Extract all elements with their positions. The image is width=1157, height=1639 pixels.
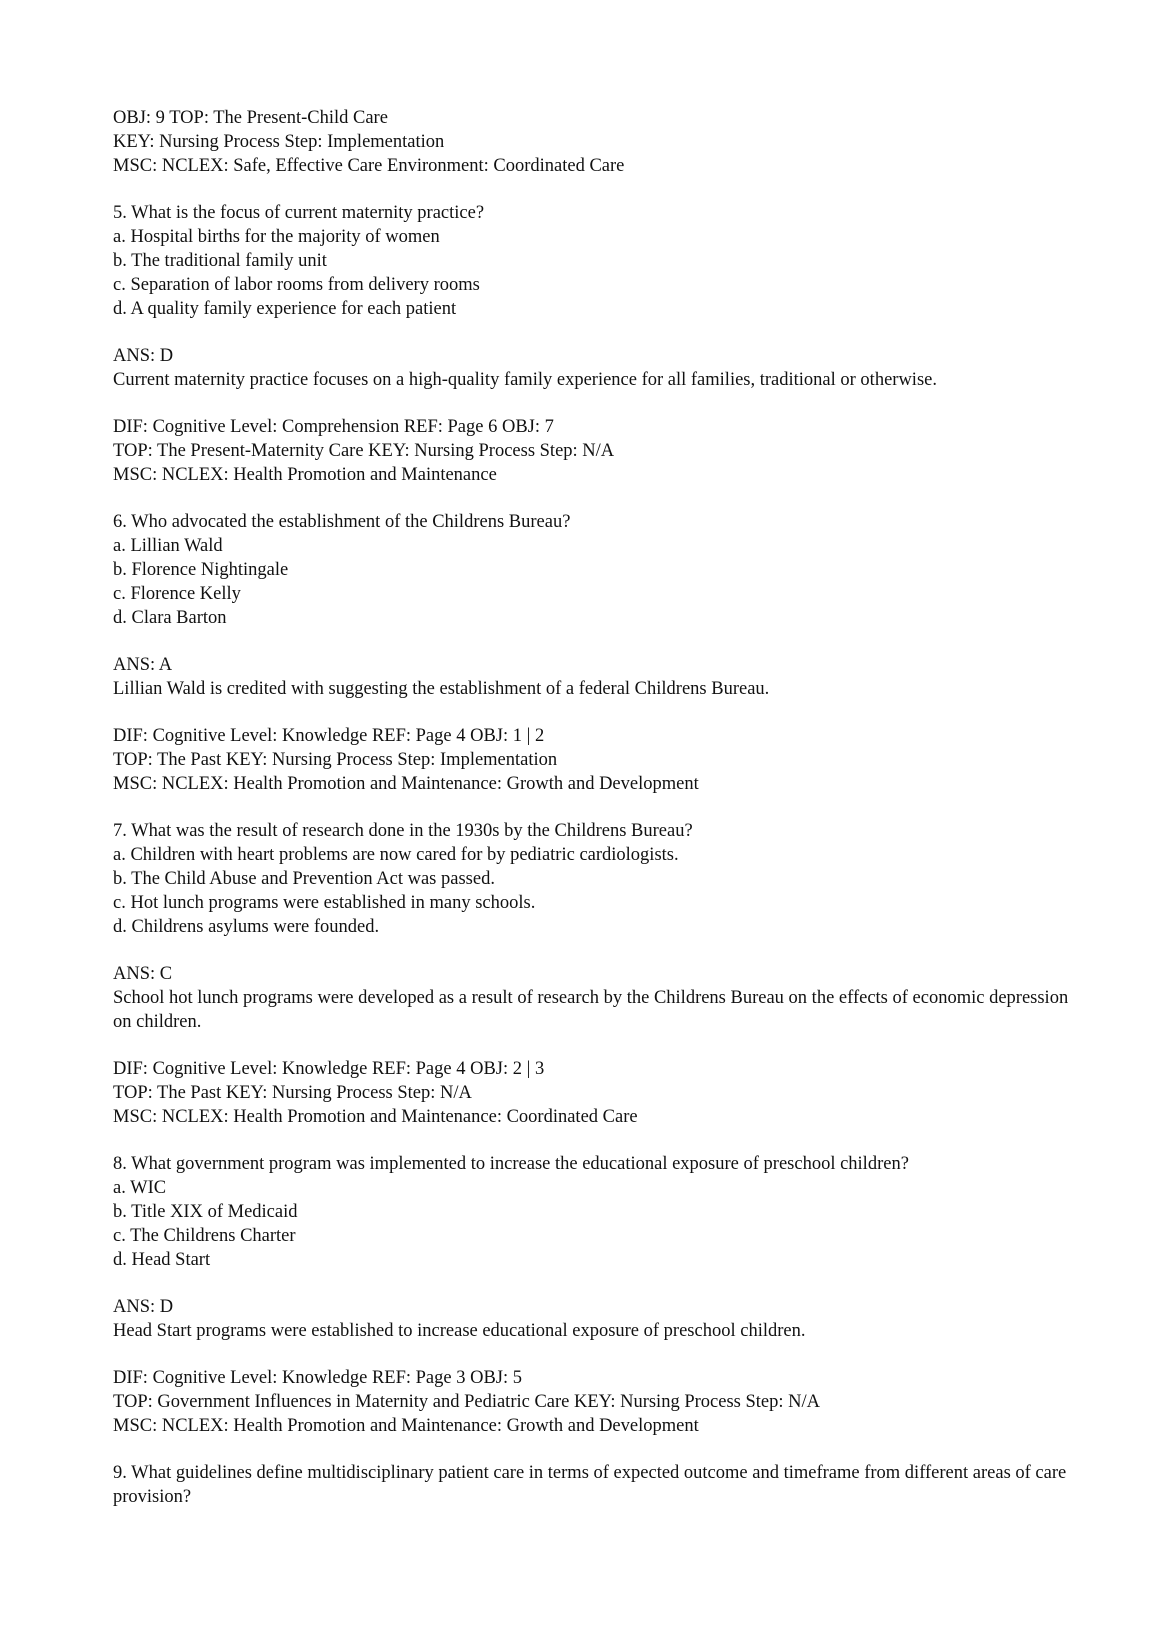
- answer-option-a: a. Lillian Wald: [113, 536, 223, 556]
- metadata-dif: DIF: Cognitive Level: Knowledge REF: Page 4 OBJ: 2 | 3: [113, 1059, 545, 1079]
- answer-option-a: a. Hospital births for the majority of women: [113, 227, 440, 247]
- answer-option-d: d. Childrens asylums were founded.: [113, 917, 380, 937]
- answer-rationale: Current maternity practice focuses on a high-quality family experience for all families, traditional or otherwise.: [113, 370, 937, 390]
- answer-option-d: d. A quality family experience for each patient: [113, 299, 457, 319]
- metadata-dif: DIF: Cognitive Level: Knowledge REF: Page 4 OBJ: 1 | 2: [113, 726, 545, 746]
- question-8-metadata: [113, 1366, 1073, 1438]
- metadata-top-key: TOP: Government Influences in Maternity and Pediatric Care KEY: Nursing Process Step: N/A: [113, 1392, 820, 1412]
- question-5-metadata: [113, 415, 1073, 487]
- answer-key: ANS: D: [113, 1297, 174, 1317]
- metadata-top-key: TOP: The Present-Maternity Care KEY: Nursing Process Step: N/A: [113, 441, 615, 461]
- answer-option-b: b. Title XIX of Medicaid: [113, 1202, 298, 1222]
- metadata-top-key: TOP: The Past KEY: Nursing Process Step: N/A: [113, 1083, 472, 1103]
- metadata-msc: MSC: NCLEX: Health Promotion and Maintenance: Growth and Development: [113, 774, 699, 794]
- document-page: [113, 106, 1073, 1509]
- answer-option-b: b. Florence Nightingale: [113, 560, 289, 580]
- answer-option-b: b. The traditional family unit: [113, 251, 327, 271]
- answer-option-a: a. Children with heart problems are now cared for by pediatric cardiologists.: [113, 845, 679, 865]
- metadata-msc: MSC: NCLEX: Health Promotion and Maintenance: [113, 465, 497, 485]
- answer-rationale: Lillian Wald is credited with suggesting the establishment of a federal Childrens Bureau.: [113, 679, 770, 699]
- question-8: [113, 1152, 1073, 1272]
- answer-option-c: c. Hot lunch programs were established in many schools.: [113, 893, 536, 913]
- metadata-key: KEY: Nursing Process Step: Implementation: [113, 132, 445, 152]
- metadata-dif: DIF: Cognitive Level: Knowledge REF: Page 3 OBJ: 5: [113, 1368, 523, 1388]
- answer-option-d: d. Clara Barton: [113, 608, 227, 628]
- answer-option-c: c. Separation of labor rooms from delivery rooms: [113, 275, 480, 295]
- metadata-obj-top: OBJ: 9 TOP: The Present-Child Care: [113, 108, 388, 128]
- question-7-answer: [113, 962, 1073, 1034]
- question-9: [113, 1461, 1073, 1509]
- answer-option-b: b. The Child Abuse and Prevention Act was passed.: [113, 869, 495, 889]
- question-stem: 7. What was the result of research done in the 1930s by the Childrens Bureau?: [113, 821, 693, 841]
- answer-option-a: a. WIC: [113, 1178, 167, 1198]
- question-5-answer: [113, 344, 1073, 392]
- answer-rationale: Head Start programs were established to increase educational exposure of preschool children.: [113, 1321, 806, 1341]
- answer-option-c: c. Florence Kelly: [113, 584, 241, 604]
- question-4-metadata: [113, 106, 1073, 178]
- metadata-msc: MSC: NCLEX: Health Promotion and Maintenance: Coordinated Care: [113, 1107, 638, 1127]
- question-stem: 6. Who advocated the establishment of the Childrens Bureau?: [113, 512, 571, 532]
- answer-key: ANS: D: [113, 346, 174, 366]
- question-6-metadata: [113, 724, 1073, 796]
- answer-key: ANS: C: [113, 964, 173, 984]
- question-5: [113, 201, 1073, 321]
- question-8-answer: [113, 1295, 1073, 1343]
- question-stem: 5. What is the focus of current maternity practice?: [113, 203, 485, 223]
- answer-key: ANS: A: [113, 655, 173, 675]
- answer-option-d: d. Head Start: [113, 1250, 211, 1270]
- answer-rationale: School hot lunch programs were developed as a result of research by the Childrens Bureau on the effects of economic depression on children.: [113, 988, 1069, 1032]
- question-6: [113, 510, 1073, 630]
- metadata-msc: MSC: NCLEX: Health Promotion and Maintenance: Growth and Development: [113, 1416, 699, 1436]
- answer-option-c: c. The Childrens Charter: [113, 1226, 296, 1246]
- question-7-metadata: [113, 1057, 1073, 1129]
- question-7: [113, 819, 1073, 939]
- metadata-msc: MSC: NCLEX: Safe, Effective Care Environment: Coordinated Care: [113, 156, 625, 176]
- question-6-answer: [113, 653, 1073, 701]
- metadata-dif: DIF: Cognitive Level: Comprehension REF: Page 6 OBJ: 7: [113, 417, 554, 437]
- question-stem: 8. What government program was implemented to increase the educational exposure of preschool children?: [113, 1154, 909, 1174]
- metadata-top-key: TOP: The Past KEY: Nursing Process Step: Implementation: [113, 750, 558, 770]
- question-stem: 9. What guidelines define multidisciplinary patient care in terms of expected outcome and timeframe from different areas of care provision?: [113, 1463, 1067, 1507]
